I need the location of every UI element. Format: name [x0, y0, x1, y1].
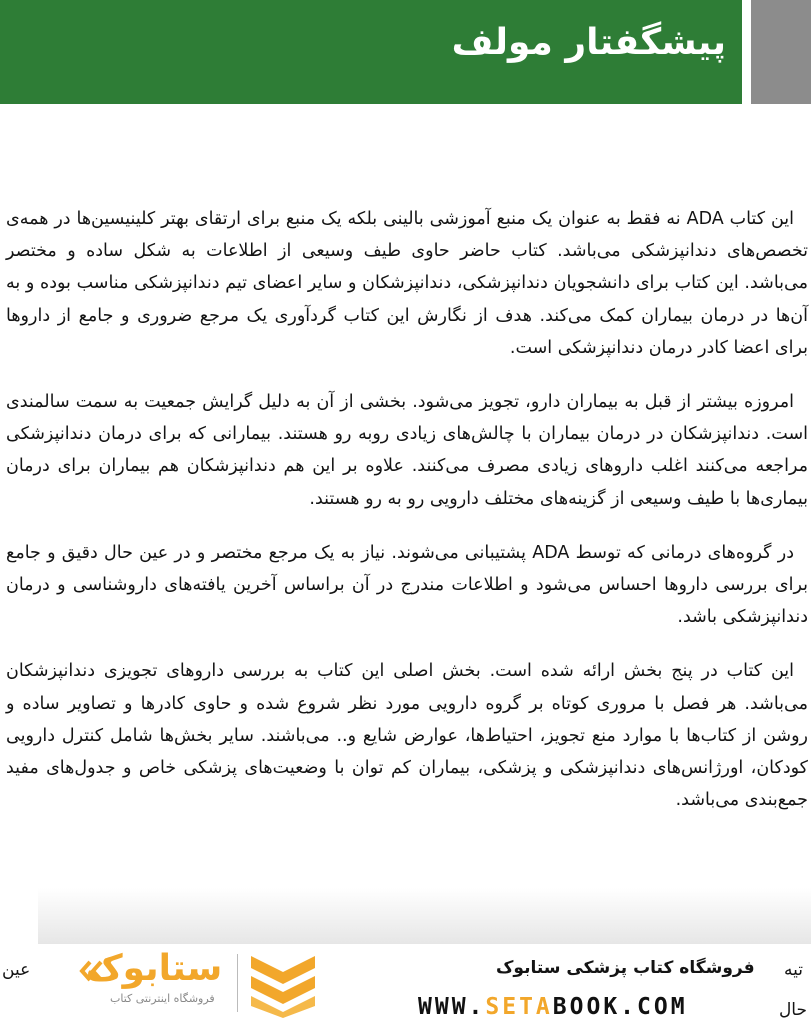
page-fade-overlay [38, 888, 811, 944]
double-chevron-icon [76, 956, 106, 986]
paragraph-4: این کتاب در پنج بخش ارائه شده است. بخش اصلی این کتاب به بررسی داروهای تجویزی دندانپزشکان می‌باشد. هر فصل با مروری کوتاه بر گروه دارویی مورد نظر شروع شده و حاوی کادرها و تصاویر ساده و روشن از کتاب‌ها با موارد منع تجویز، احتیاط‌ها، عوارض شایع و.. می‌باشند. سایر بخش‌ها شامل کنترل دارویی کودکان، اورژانس‌های دندانپزشکی و پزشکی، بیماران کم توان با وضعیت‌های پزشکی خاص و جدول‌های مفید جمع‌بندی می‌باشد. [6, 661, 808, 811]
url-prefix: WWW. [418, 994, 486, 1020]
body-text [6, 203, 808, 838]
url-suffix: BOOK.COM [552, 994, 688, 1020]
paragraph-2: امروزه بیشتر از قبل به بیماران دارو، تجویز می‌شود. بخشی از آن به دلیل گرایش جمعیت به سمت سالمندی است. دندانپزشکان در درمان بیماران با چالش‌های زیادی روبه رو هستند. بیمارانی که برای درمان دندانپزشکی مراجعه می‌کنند اغلب داروهای زیادی مصرف می‌کنند. علاوه بر این هم دندانپزشکان هم بیماران برای درمان بیماری‌ها با طیف وسیعی از گزینه‌های مختلف دارویی رو به رو هستند. [6, 392, 808, 509]
header-bar [0, 0, 811, 104]
page-title: پیشگفتار مولف [451, 22, 726, 63]
logo-subtitle: فروشگاه اینترنتی کتاب [110, 992, 215, 1005]
text-fragment-top-right: تیه [784, 960, 803, 980]
watermark-footer [0, 944, 811, 1024]
url-brand: SETA [485, 994, 553, 1020]
text-fragment-top-left: عین [2, 960, 31, 980]
stacked-chevrons-icon [247, 950, 319, 1018]
paragraph-1: این کتاب ADA نه فقط به عنوان یک منبع آموزشی بالینی بلکه یک منبع برای ارتقای بهتر کلینیسین‌ها در همه‌ی تخصص‌های دندانپزشکی می‌باشد. کتاب حاضر حاوی طیف وسیعی از اطلاعات به شکل ساده و مختصر می‌باشد. این کتاب برای دانشجویان دندانپزشکی، دندانپزشکان و سایر اعضای تیم دندانپزشکی مناسب بوده و به آن‌ها در درمان بیماران کمک می‌کند. هدف از نگارش این کتاب گردآوری یک مرجع ضروری و جامع از داروها برای اعضا کادر درمان دندانپزشکی است. [6, 209, 808, 358]
text-fragment-bottom-right: حال [778, 1000, 807, 1020]
header-divider [742, 0, 751, 104]
logo-wordmark: ستابوک [85, 948, 223, 989]
store-name: فروشگاه کتاب پزشکی ستابوک [496, 958, 755, 978]
logo-divider [237, 954, 238, 1012]
paragraph-3: در گروه‌های درمانی که توسط ADA پشتیبانی می‌شوند. نیاز به یک مرجع مختصر و در عین حال دقیق و جامع برای بررسی داروها احساس می‌شود و اطلاعات مندرج در آن براساس آخرین یافته‌های داروشناسی و درمان دندانپزشکی باشد. [6, 542, 808, 628]
store-url[interactable] [418, 994, 688, 1020]
header-gray-strip [751, 0, 811, 104]
